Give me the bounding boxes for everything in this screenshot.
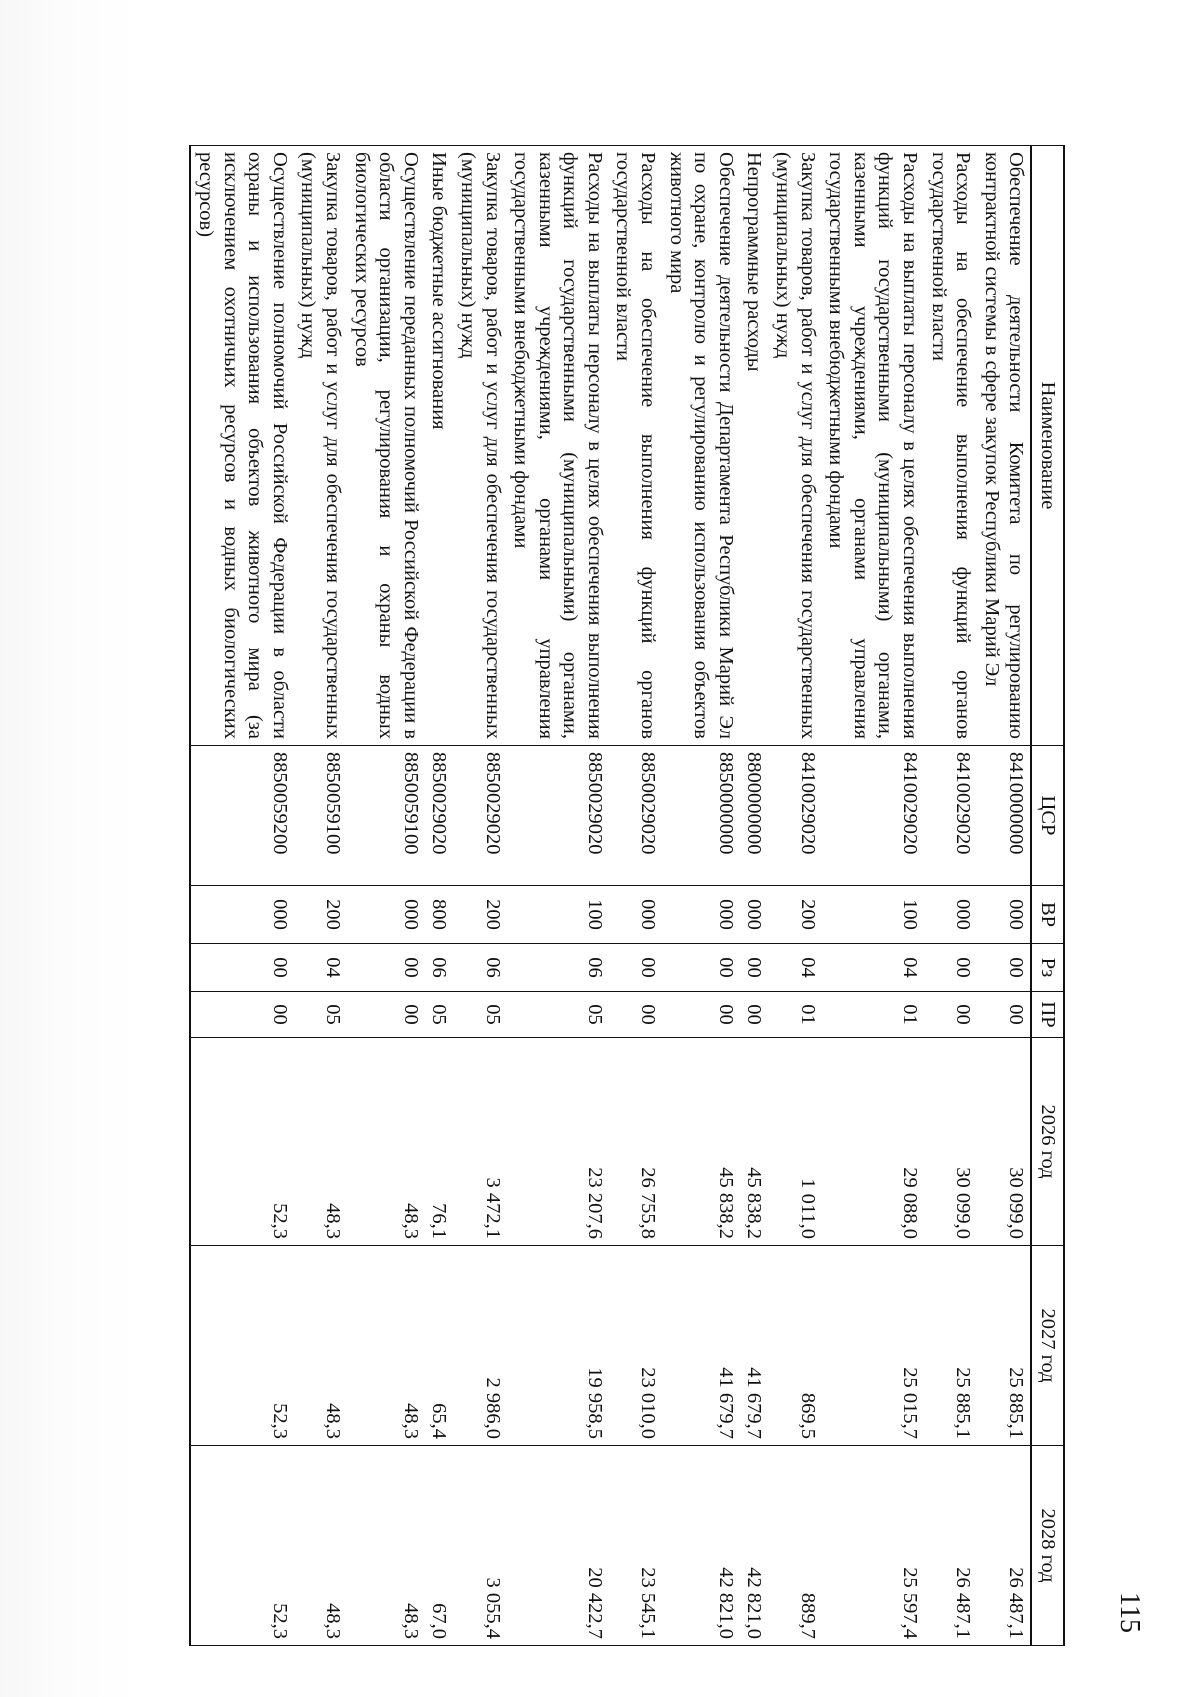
- rz-cell: 00: [977, 944, 1031, 992]
- rz-cell: 00: [924, 944, 977, 992]
- vr-cell: 200: [768, 886, 821, 944]
- vr-cell: 000: [977, 886, 1031, 944]
- name-cell: Обеспечение деятельности Департамента Республики Марий Эл по охране, контролю и регулированию использования объектов животного мира: [662, 146, 740, 746]
- rz-cell: 06: [453, 944, 506, 992]
- name-cell: Расходы на выплаты персоналу в целях обеспечения выполнения функций государственными (муниципальными) органами, казенными учреждениями, органами управления государственными внебюджетными фондами: [507, 146, 609, 746]
- value-2028-cell: 889,7: [768, 1446, 821, 1646]
- value-2026-cell: 29 088,0: [822, 1038, 924, 1246]
- rz-cell: 00: [662, 944, 740, 992]
- value-2028-cell: 48,3: [294, 1446, 347, 1646]
- value-2026-cell: 48,3: [294, 1038, 347, 1246]
- pr-cell: 00: [347, 992, 425, 1038]
- page-number: 115: [1114, 1592, 1145, 1633]
- name-cell: Расходы на выплаты персоналу в целях обеспечения выполнения функций государственными (муниципальными) органами, казенными учреждениями, органами управления государственными внебюджетными фондами: [822, 146, 924, 746]
- table-header: [1031, 146, 1064, 1646]
- csr-cell: 8850029020: [609, 746, 662, 886]
- table-row: [347, 146, 425, 1646]
- name-cell: Закупка товаров, работ и услуг для обеспечения государственных (муниципальных) нужд: [453, 146, 506, 746]
- value-2027-cell: 48,3: [347, 1246, 425, 1446]
- rz-cell: 06: [507, 944, 609, 992]
- table-row: [662, 146, 740, 1646]
- name-cell: Осуществление полномочий Российской Федерации в области охраны и использования объектов животного мира (за исключением охотничьих ресурсов и водных биологических ресурсов): [190, 146, 293, 746]
- csr-cell: 8850029020: [425, 746, 454, 886]
- pr-cell: 01: [822, 992, 924, 1038]
- vr-cell: 000: [190, 886, 293, 944]
- pr-cell: 05: [453, 992, 506, 1038]
- rz-cell: 06: [425, 944, 454, 992]
- value-2026-cell: 45 838,2: [662, 1038, 740, 1246]
- table-row: [609, 146, 662, 1646]
- table-row: [740, 146, 769, 1646]
- pr-cell: 05: [294, 992, 347, 1038]
- header-vr: ВР: [1031, 886, 1064, 944]
- name-cell: Иные бюджетные ассигнования: [425, 146, 454, 746]
- pr-cell: 00: [740, 992, 769, 1038]
- csr-cell: 8800000000: [740, 746, 769, 886]
- value-2026-cell: 1 011,0: [768, 1038, 821, 1246]
- vr-cell: 100: [507, 886, 609, 944]
- vr-cell: 000: [662, 886, 740, 944]
- table-row: [190, 146, 293, 1646]
- value-2026-cell: 45 838,2: [740, 1038, 769, 1246]
- table-body: [190, 146, 1031, 1646]
- value-2028-cell: 25 597,4: [822, 1446, 924, 1646]
- header-2028: 2028 год: [1031, 1446, 1064, 1646]
- value-2027-cell: 52,3: [190, 1246, 293, 1446]
- value-2027-cell: 869,5: [768, 1246, 821, 1446]
- csr-cell: 8410029020: [768, 746, 821, 886]
- value-2028-cell: 20 422,7: [507, 1446, 609, 1646]
- value-2027-cell: 41 679,7: [740, 1246, 769, 1446]
- csr-cell: 8850000000: [662, 746, 740, 886]
- vr-cell: 000: [740, 886, 769, 944]
- name-cell: Расходы на обеспечение выполнения функций органов государственной власти: [924, 146, 977, 746]
- value-2027-cell: 25 015,7: [822, 1246, 924, 1446]
- name-cell: Непрограммные расходы: [740, 146, 769, 746]
- csr-cell: 8410029020: [822, 746, 924, 886]
- rz-cell: 00: [740, 944, 769, 992]
- value-2027-cell: 2 986,0: [453, 1246, 506, 1446]
- value-2028-cell: 26 487,1: [977, 1446, 1031, 1646]
- vr-cell: 200: [294, 886, 347, 944]
- value-2028-cell: 42 821,0: [740, 1446, 769, 1646]
- value-2027-cell: 25 885,1: [924, 1246, 977, 1446]
- pr-cell: 01: [768, 992, 821, 1038]
- value-2028-cell: 3 055,4: [453, 1446, 506, 1646]
- value-2028-cell: 42 821,0: [662, 1446, 740, 1646]
- rz-cell: 04: [768, 944, 821, 992]
- vr-cell: 000: [347, 886, 425, 944]
- value-2028-cell: 26 487,1: [924, 1446, 977, 1646]
- value-2026-cell: 30 099,0: [924, 1038, 977, 1246]
- rz-cell: 04: [294, 944, 347, 992]
- value-2027-cell: 48,3: [294, 1246, 347, 1446]
- value-2027-cell: 65,4: [425, 1246, 454, 1446]
- budget-table: [189, 145, 1065, 1646]
- value-2026-cell: 52,3: [190, 1038, 293, 1246]
- csr-cell: 8850059100: [347, 746, 425, 886]
- csr-cell: 8850029020: [507, 746, 609, 886]
- value-2026-cell: 26 755,8: [609, 1038, 662, 1246]
- csr-cell: 8850029020: [453, 746, 506, 886]
- rz-cell: 00: [609, 944, 662, 992]
- csr-cell: 8410000000: [977, 746, 1031, 886]
- name-cell: Закупка товаров, работ и услуг для обеспечения государственных (муниципальных) нужд: [768, 146, 821, 746]
- header-csr: ЦСР: [1031, 746, 1064, 886]
- header-2027: 2027 год: [1031, 1246, 1064, 1446]
- pr-cell: 00: [924, 992, 977, 1038]
- pr-cell: 05: [507, 992, 609, 1038]
- vr-cell: 000: [609, 886, 662, 944]
- table-row: [768, 146, 821, 1646]
- pr-cell: 00: [977, 992, 1031, 1038]
- header-2026: 2026 год: [1031, 1038, 1064, 1246]
- pr-cell: 00: [662, 992, 740, 1038]
- value-2028-cell: 23 545,1: [609, 1446, 662, 1646]
- table-row: [977, 146, 1031, 1646]
- value-2027-cell: 19 958,5: [507, 1246, 609, 1446]
- name-cell: Расходы на обеспечение выполнения функций органов государственной власти: [609, 146, 662, 746]
- value-2028-cell: 52,3: [190, 1446, 293, 1646]
- name-cell: Обеспечение деятельности Комитета по регулированию контрактной системы в сфере закупок Республики Марий Эл: [977, 146, 1031, 746]
- table-row: [822, 146, 924, 1646]
- rz-cell: 04: [822, 944, 924, 992]
- table-row: [507, 146, 609, 1646]
- value-2027-cell: 41 679,7: [662, 1246, 740, 1446]
- pr-cell: 05: [425, 992, 454, 1038]
- vr-cell: 800: [425, 886, 454, 944]
- csr-cell: 8850059200: [190, 746, 293, 886]
- rz-cell: 00: [190, 944, 293, 992]
- header-pr: ПР: [1031, 992, 1064, 1038]
- vr-cell: 100: [822, 886, 924, 944]
- header-rz: Рз: [1031, 944, 1064, 992]
- table-row: [294, 146, 347, 1646]
- table-row: [453, 146, 506, 1646]
- name-cell: Закупка товаров, работ и услуг для обеспечения государственных (муниципальных) нужд: [294, 146, 347, 746]
- csr-cell: 8410029020: [924, 746, 977, 886]
- csr-cell: 8850059100: [294, 746, 347, 886]
- rotated-page-content: [150, 145, 1145, 1645]
- vr-cell: 200: [453, 886, 506, 944]
- pr-cell: 00: [190, 992, 293, 1038]
- rz-cell: 00: [347, 944, 425, 992]
- name-cell: Осуществление переданных полномочий Российской Федерации в области организации, регулирования и охраны водных биологических ресурсов: [347, 146, 425, 746]
- value-2026-cell: 48,3: [347, 1038, 425, 1246]
- header-name: Наименование: [1031, 146, 1064, 746]
- table-row: [924, 146, 977, 1646]
- value-2027-cell: 23 010,0: [609, 1246, 662, 1446]
- value-2027-cell: 25 885,1: [977, 1246, 1031, 1446]
- value-2026-cell: 76,1: [425, 1038, 454, 1246]
- header-row: [1031, 146, 1064, 1646]
- value-2026-cell: 3 472,1: [453, 1038, 506, 1246]
- value-2028-cell: 67,0: [425, 1446, 454, 1646]
- table-row: [425, 146, 454, 1646]
- value-2026-cell: 23 207,6: [507, 1038, 609, 1246]
- value-2026-cell: 30 099,0: [977, 1038, 1031, 1246]
- pr-cell: 00: [609, 992, 662, 1038]
- value-2028-cell: 48,3: [347, 1446, 425, 1646]
- vr-cell: 000: [924, 886, 977, 944]
